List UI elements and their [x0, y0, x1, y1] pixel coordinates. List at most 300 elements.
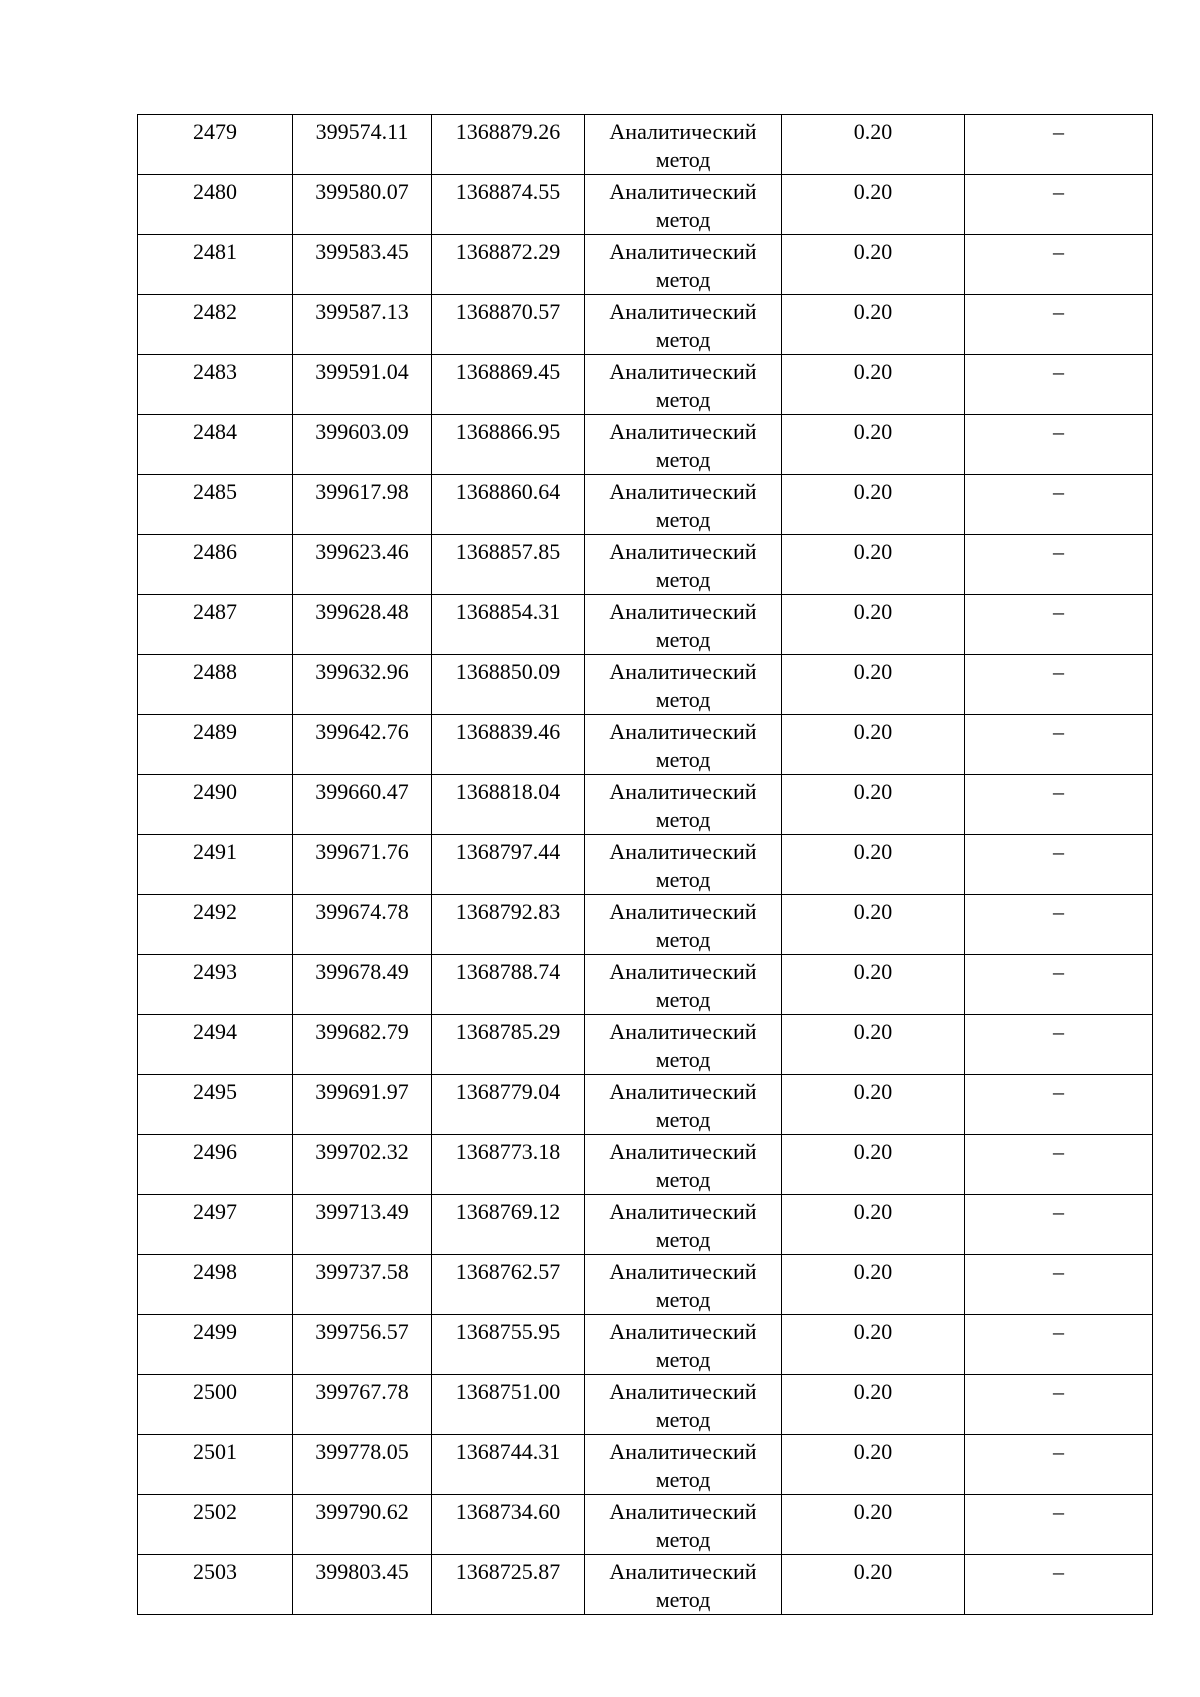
method-line-2: метод: [655, 1287, 711, 1312]
method-cell: [585, 1315, 782, 1375]
note-text: –: [1053, 599, 1064, 624]
y-coordinate-text: 1368869.45: [455, 359, 561, 384]
x-coordinate-text: 399691.97: [315, 1079, 409, 1104]
y-coordinate-text: 1368854.31: [455, 599, 561, 624]
x-coordinate-text: 399591.04: [315, 359, 409, 384]
method-cell: [585, 295, 782, 355]
point-number-text: 2493: [193, 959, 237, 984]
note-cell: [965, 595, 1153, 655]
method-cell: [585, 1495, 782, 1555]
x-coordinate-cell: [293, 955, 432, 1015]
table-row: [138, 115, 1153, 175]
point-number-cell: [138, 835, 293, 895]
y-coordinate-cell: [432, 655, 585, 715]
method-line-2: метод: [655, 1587, 711, 1612]
method-cell: [585, 535, 782, 595]
point-number-text: 2486: [193, 539, 237, 564]
y-coordinate-text: 1368785.29: [455, 1019, 561, 1044]
table-row: [138, 715, 1153, 775]
table-row: [138, 955, 1153, 1015]
y-coordinate-text: 1368744.31: [455, 1439, 561, 1464]
point-number-cell: [138, 475, 293, 535]
note-cell: [965, 895, 1153, 955]
accuracy-text: 0.20: [853, 239, 893, 264]
table-body: [138, 115, 1153, 1615]
accuracy-cell: [782, 1555, 965, 1615]
point-number-text: 2501: [193, 1439, 237, 1464]
point-number-text: 2494: [193, 1019, 237, 1044]
method-line-2: метод: [655, 507, 711, 532]
accuracy-text: 0.20: [853, 1259, 893, 1284]
x-coordinate-text: 399603.09: [315, 419, 409, 444]
table-row: [138, 535, 1153, 595]
accuracy-text: 0.20: [853, 359, 893, 384]
accuracy-cell: [782, 175, 965, 235]
method-line-1: Аналитический: [609, 779, 757, 804]
method-line-2: метод: [655, 987, 711, 1012]
method-line-2: метод: [655, 1527, 711, 1552]
note-cell: [965, 355, 1153, 415]
x-coordinate-cell: [293, 1075, 432, 1135]
y-coordinate-text: 1368866.95: [455, 419, 561, 444]
accuracy-text: 0.20: [853, 539, 893, 564]
note-text: –: [1053, 1019, 1064, 1044]
point-number-cell: [138, 715, 293, 775]
accuracy-text: 0.20: [853, 1139, 893, 1164]
method-line-2: метод: [655, 1347, 711, 1372]
method-line-1: Аналитический: [609, 1379, 757, 1404]
accuracy-text: 0.20: [853, 299, 893, 324]
note-cell: [965, 715, 1153, 775]
method-cell: [585, 1375, 782, 1435]
accuracy-cell: [782, 1135, 965, 1195]
accuracy-text: 0.20: [853, 119, 893, 144]
table-row: [138, 1495, 1153, 1555]
y-coordinate-cell: [432, 355, 585, 415]
method-cell: [585, 1555, 782, 1615]
y-coordinate-cell: [432, 775, 585, 835]
method-line-1: Аналитический: [609, 1139, 757, 1164]
accuracy-text: 0.20: [853, 1379, 893, 1404]
note-text: –: [1053, 719, 1064, 744]
table-row: [138, 175, 1153, 235]
accuracy-cell: [782, 1195, 965, 1255]
y-coordinate-cell: [432, 1015, 585, 1075]
y-coordinate-text: 1368818.04: [455, 779, 561, 804]
accuracy-cell: [782, 1435, 965, 1495]
y-coordinate-text: 1368792.83: [455, 899, 561, 924]
y-coordinate-cell: [432, 415, 585, 475]
accuracy-text: 0.20: [853, 959, 893, 984]
note-cell: [965, 1315, 1153, 1375]
table-row: [138, 235, 1153, 295]
table-row: [138, 1255, 1153, 1315]
x-coordinate-text: 399580.07: [315, 179, 409, 204]
y-coordinate-text: 1368779.04: [455, 1079, 561, 1104]
accuracy-text: 0.20: [853, 839, 893, 864]
y-coordinate-cell: [432, 1435, 585, 1495]
note-text: –: [1053, 119, 1064, 144]
note-text: –: [1053, 1079, 1064, 1104]
note-cell: [965, 775, 1153, 835]
method-cell: [585, 355, 782, 415]
method-line-1: Аналитический: [609, 1079, 757, 1104]
y-coordinate-cell: [432, 115, 585, 175]
method-cell: [585, 235, 782, 295]
table-row: [138, 355, 1153, 415]
method-line-2: метод: [655, 1407, 711, 1432]
method-line-1: Аналитический: [609, 239, 757, 264]
accuracy-cell: [782, 895, 965, 955]
point-number-text: 2498: [193, 1259, 237, 1284]
table-row: [138, 1315, 1153, 1375]
y-coordinate-cell: [432, 295, 585, 355]
y-coordinate-cell: [432, 1555, 585, 1615]
method-line-2: метод: [655, 867, 711, 892]
x-coordinate-cell: [293, 415, 432, 475]
y-coordinate-cell: [432, 895, 585, 955]
point-number-cell: [138, 1135, 293, 1195]
coordinates-table: [137, 114, 1153, 1615]
point-number-cell: [138, 355, 293, 415]
y-coordinate-cell: [432, 1255, 585, 1315]
accuracy-text: 0.20: [853, 1199, 893, 1224]
note-text: –: [1053, 839, 1064, 864]
accuracy-cell: [782, 1015, 965, 1075]
point-number-text: 2483: [193, 359, 237, 384]
method-line-2: метод: [655, 807, 711, 832]
x-coordinate-cell: [293, 175, 432, 235]
y-coordinate-text: 1368872.29: [455, 239, 561, 264]
note-text: –: [1053, 479, 1064, 504]
x-coordinate-text: 399713.49: [315, 1199, 409, 1224]
method-line-1: Аналитический: [609, 1199, 757, 1224]
note-cell: [965, 1015, 1153, 1075]
accuracy-cell: [782, 715, 965, 775]
x-coordinate-cell: [293, 595, 432, 655]
accuracy-cell: [782, 235, 965, 295]
x-coordinate-cell: [293, 1375, 432, 1435]
point-number-text: 2491: [193, 839, 237, 864]
table-row: [138, 835, 1153, 895]
method-line-2: метод: [655, 1167, 711, 1192]
x-coordinate-text: 399574.11: [315, 119, 409, 144]
y-coordinate-text: 1368850.09: [455, 659, 561, 684]
x-coordinate-text: 399803.45: [315, 1559, 409, 1584]
method-line-1: Аналитический: [609, 359, 757, 384]
x-coordinate-cell: [293, 1015, 432, 1075]
table-row: [138, 1015, 1153, 1075]
table-row: [138, 1135, 1153, 1195]
method-cell: [585, 475, 782, 535]
point-number-text: 2496: [193, 1139, 237, 1164]
y-coordinate-cell: [432, 715, 585, 775]
note-cell: [965, 415, 1153, 475]
method-line-2: метод: [655, 687, 711, 712]
accuracy-cell: [782, 835, 965, 895]
x-coordinate-text: 399671.76: [315, 839, 409, 864]
y-coordinate-text: 1368870.57: [455, 299, 561, 324]
x-coordinate-cell: [293, 775, 432, 835]
note-cell: [965, 235, 1153, 295]
note-text: –: [1053, 659, 1064, 684]
point-number-cell: [138, 295, 293, 355]
y-coordinate-text: 1368797.44: [455, 839, 561, 864]
accuracy-text: 0.20: [853, 779, 893, 804]
point-number-cell: [138, 415, 293, 475]
note-cell: [965, 1435, 1153, 1495]
x-coordinate-text: 399778.05: [315, 1439, 409, 1464]
note-cell: [965, 1555, 1153, 1615]
table-row: [138, 595, 1153, 655]
x-coordinate-cell: [293, 115, 432, 175]
x-coordinate-text: 399767.78: [315, 1379, 409, 1404]
table-row: [138, 1195, 1153, 1255]
y-coordinate-text: 1368751.00: [455, 1379, 561, 1404]
note-text: –: [1053, 1499, 1064, 1524]
table-row: [138, 1435, 1153, 1495]
method-line-2: метод: [655, 627, 711, 652]
x-coordinate-text: 399790.62: [315, 1499, 409, 1524]
y-coordinate-cell: [432, 1375, 585, 1435]
method-line-1: Аналитический: [609, 659, 757, 684]
x-coordinate-cell: [293, 1195, 432, 1255]
x-coordinate-text: 399623.46: [315, 539, 409, 564]
point-number-text: 2492: [193, 899, 237, 924]
note-text: –: [1053, 779, 1064, 804]
method-line-1: Аналитический: [609, 1019, 757, 1044]
y-coordinate-cell: [432, 1075, 585, 1135]
note-text: –: [1053, 419, 1064, 444]
method-line-1: Аналитический: [609, 1259, 757, 1284]
method-line-2: метод: [655, 1047, 711, 1072]
x-coordinate-cell: [293, 235, 432, 295]
y-coordinate-cell: [432, 1315, 585, 1375]
method-cell: [585, 895, 782, 955]
method-line-1: Аналитический: [609, 839, 757, 864]
note-text: –: [1053, 299, 1064, 324]
method-cell: [585, 415, 782, 475]
point-number-cell: [138, 895, 293, 955]
point-number-cell: [138, 235, 293, 295]
point-number-text: 2495: [193, 1079, 237, 1104]
accuracy-cell: [782, 775, 965, 835]
method-line-1: Аналитический: [609, 719, 757, 744]
y-coordinate-text: 1368879.26: [455, 119, 561, 144]
accuracy-text: 0.20: [853, 479, 893, 504]
accuracy-text: 0.20: [853, 599, 893, 624]
y-coordinate-text: 1368874.55: [455, 179, 561, 204]
table-row: [138, 895, 1153, 955]
accuracy-text: 0.20: [853, 1439, 893, 1464]
point-number-cell: [138, 115, 293, 175]
method-cell: [585, 775, 782, 835]
x-coordinate-cell: [293, 1495, 432, 1555]
x-coordinate-text: 399583.45: [315, 239, 409, 264]
method-line-1: Аналитический: [609, 119, 757, 144]
y-coordinate-text: 1368755.95: [455, 1319, 561, 1344]
note-text: –: [1053, 179, 1064, 204]
method-line-1: Аналитический: [609, 299, 757, 324]
y-coordinate-text: 1368762.57: [455, 1259, 561, 1284]
point-number-text: 2480: [193, 179, 237, 204]
accuracy-text: 0.20: [853, 419, 893, 444]
note-cell: [965, 835, 1153, 895]
x-coordinate-text: 399617.98: [315, 479, 409, 504]
accuracy-cell: [782, 955, 965, 1015]
point-number-cell: [138, 1435, 293, 1495]
point-number-text: 2499: [193, 1319, 237, 1344]
note-cell: [965, 115, 1153, 175]
accuracy-cell: [782, 475, 965, 535]
point-number-cell: [138, 1195, 293, 1255]
point-number-text: 2488: [193, 659, 237, 684]
note-cell: [965, 655, 1153, 715]
y-coordinate-cell: [432, 1195, 585, 1255]
accuracy-cell: [782, 655, 965, 715]
method-line-2: метод: [655, 1227, 711, 1252]
x-coordinate-text: 399587.13: [315, 299, 409, 324]
note-cell: [965, 1075, 1153, 1135]
x-coordinate-cell: [293, 295, 432, 355]
y-coordinate-text: 1368769.12: [455, 1199, 561, 1224]
method-cell: [585, 655, 782, 715]
point-number-cell: [138, 1495, 293, 1555]
method-line-2: метод: [655, 447, 711, 472]
method-cell: [585, 175, 782, 235]
method-line-2: метод: [655, 207, 711, 232]
x-coordinate-text: 399737.58: [315, 1259, 409, 1284]
x-coordinate-cell: [293, 1555, 432, 1615]
accuracy-cell: [782, 1495, 965, 1555]
point-number-cell: [138, 1255, 293, 1315]
note-cell: [965, 1195, 1153, 1255]
method-line-1: Аналитический: [609, 539, 757, 564]
accuracy-cell: [782, 595, 965, 655]
x-coordinate-text: 399682.79: [315, 1019, 409, 1044]
method-line-1: Аналитический: [609, 1439, 757, 1464]
point-number-cell: [138, 1375, 293, 1435]
method-cell: [585, 715, 782, 775]
method-line-1: Аналитический: [609, 1559, 757, 1584]
x-coordinate-cell: [293, 895, 432, 955]
point-number-cell: [138, 775, 293, 835]
accuracy-text: 0.20: [853, 1079, 893, 1104]
point-number-cell: [138, 175, 293, 235]
accuracy-cell: [782, 415, 965, 475]
accuracy-text: 0.20: [853, 1019, 893, 1044]
y-coordinate-text: 1368773.18: [455, 1139, 561, 1164]
method-line-1: Аналитический: [609, 479, 757, 504]
note-text: –: [1053, 539, 1064, 564]
table-row: [138, 1375, 1153, 1435]
x-coordinate-cell: [293, 355, 432, 415]
y-coordinate-cell: [432, 595, 585, 655]
x-coordinate-text: 399756.57: [315, 1319, 409, 1344]
note-cell: [965, 955, 1153, 1015]
note-text: –: [1053, 1559, 1064, 1584]
method-cell: [585, 1195, 782, 1255]
x-coordinate-cell: [293, 535, 432, 595]
note-cell: [965, 295, 1153, 355]
y-coordinate-cell: [432, 175, 585, 235]
table-row: [138, 415, 1153, 475]
table-row: [138, 775, 1153, 835]
y-coordinate-cell: [432, 955, 585, 1015]
note-text: –: [1053, 1379, 1064, 1404]
x-coordinate-text: 399674.78: [315, 899, 409, 924]
y-coordinate-cell: [432, 475, 585, 535]
x-coordinate-cell: [293, 1135, 432, 1195]
x-coordinate-cell: [293, 1315, 432, 1375]
x-coordinate-text: 399628.48: [315, 599, 409, 624]
y-coordinate-text: 1368860.64: [455, 479, 561, 504]
note-cell: [965, 1135, 1153, 1195]
method-line-2: метод: [655, 1107, 711, 1132]
point-number-text: 2503: [193, 1559, 237, 1584]
note-cell: [965, 175, 1153, 235]
method-line-2: метод: [655, 567, 711, 592]
x-coordinate-cell: [293, 1255, 432, 1315]
method-line-2: метод: [655, 147, 711, 172]
method-line-1: Аналитический: [609, 899, 757, 924]
method-cell: [585, 1075, 782, 1135]
method-line-2: метод: [655, 327, 711, 352]
method-line-2: метод: [655, 387, 711, 412]
method-cell: [585, 1135, 782, 1195]
x-coordinate-cell: [293, 475, 432, 535]
accuracy-cell: [782, 115, 965, 175]
method-line-1: Аналитический: [609, 1319, 757, 1344]
method-cell: [585, 835, 782, 895]
method-line-1: Аналитический: [609, 419, 757, 444]
point-number-text: 2482: [193, 299, 237, 324]
y-coordinate-text: 1368839.46: [455, 719, 561, 744]
point-number-text: 2490: [193, 779, 237, 804]
note-cell: [965, 535, 1153, 595]
note-text: –: [1053, 959, 1064, 984]
method-line-2: метод: [655, 1467, 711, 1492]
y-coordinate-cell: [432, 1495, 585, 1555]
method-cell: [585, 595, 782, 655]
table-row: [138, 655, 1153, 715]
x-coordinate-cell: [293, 715, 432, 775]
x-coordinate-cell: [293, 655, 432, 715]
x-coordinate-text: 399642.76: [315, 719, 409, 744]
x-coordinate-text: 399632.96: [315, 659, 409, 684]
note-cell: [965, 475, 1153, 535]
accuracy-cell: [782, 355, 965, 415]
accuracy-text: 0.20: [853, 659, 893, 684]
method-line-2: метод: [655, 267, 711, 292]
method-cell: [585, 1435, 782, 1495]
point-number-text: 2489: [193, 719, 237, 744]
y-coordinate-cell: [432, 1135, 585, 1195]
method-line-1: Аналитический: [609, 599, 757, 624]
point-number-text: 2500: [193, 1379, 237, 1404]
method-line-1: Аналитический: [609, 179, 757, 204]
accuracy-text: 0.20: [853, 1559, 893, 1584]
y-coordinate-cell: [432, 535, 585, 595]
note-text: –: [1053, 1439, 1064, 1464]
accuracy-cell: [782, 295, 965, 355]
y-coordinate-text: 1368857.85: [455, 539, 561, 564]
point-number-text: 2484: [193, 419, 237, 444]
x-coordinate-text: 399660.47: [315, 779, 409, 804]
accuracy-text: 0.20: [853, 719, 893, 744]
point-number-cell: [138, 1015, 293, 1075]
point-number-cell: [138, 1555, 293, 1615]
